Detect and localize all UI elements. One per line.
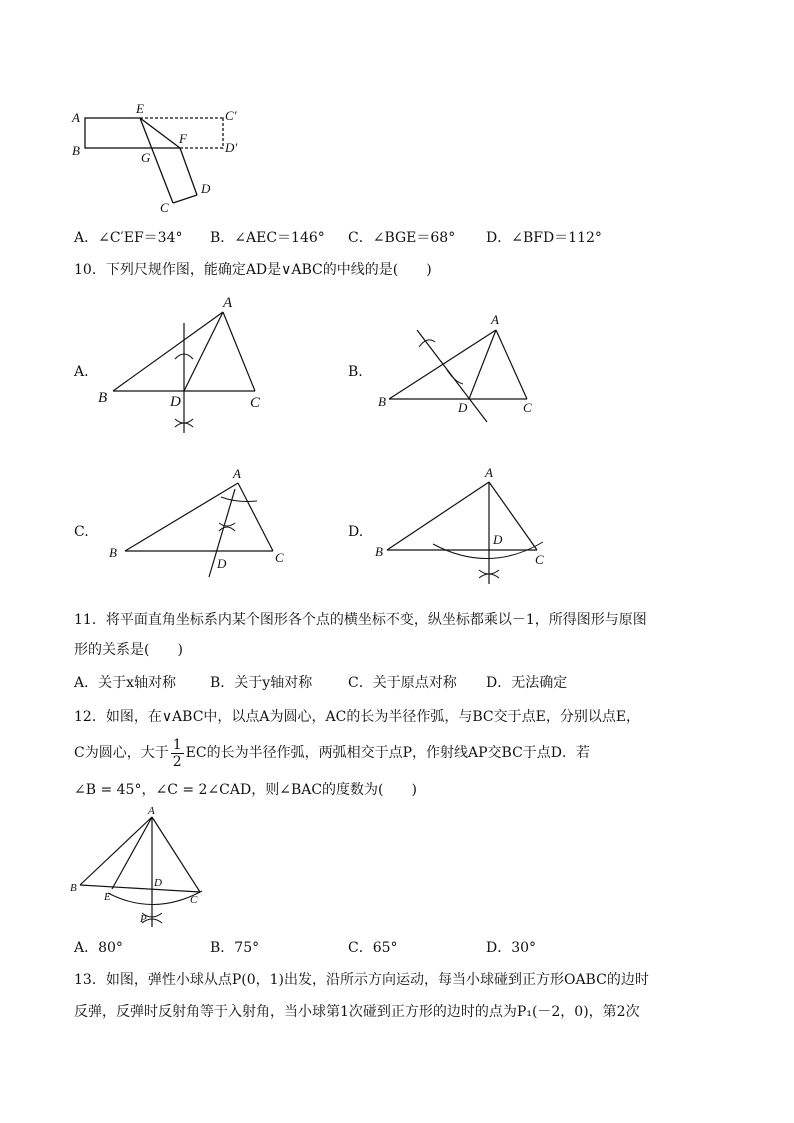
q9-label-e: E xyxy=(136,101,144,116)
q12-stem-line2-pre: C为圆心，大于 xyxy=(74,745,169,761)
q12-fraction xyxy=(171,737,184,770)
q10d-label-d: D xyxy=(493,532,503,547)
q10-option-b[interactable]: B. xyxy=(348,364,363,380)
q12-figure xyxy=(68,805,218,935)
q12-stem-line2-post: EC的长为半径作弧，两弧相交于点P，作射线AP交BC于点D．若 xyxy=(185,745,591,761)
q12-option-a[interactable]: A．80° xyxy=(74,940,123,956)
q10b-label-a: A xyxy=(491,312,499,327)
q12-option-d[interactable]: D．30° xyxy=(486,940,537,956)
q10c-label-a: A xyxy=(233,466,241,481)
q10-figure-a xyxy=(95,295,275,440)
q10c-label-c: C xyxy=(275,550,284,565)
q10-figure-c xyxy=(105,465,295,580)
q11-option-a[interactable]: A．关于x轴对称 xyxy=(74,675,177,691)
q9-rect-abcd xyxy=(85,118,223,148)
q10a-label-a: A xyxy=(223,295,233,311)
q12-frac-num: 1 xyxy=(172,736,182,753)
q9-label-d: D xyxy=(201,181,211,196)
q10-stem: 10．下列尺规作图，能确定AD是∨ABC的中线的是( ) xyxy=(74,262,432,278)
q9-line-dc xyxy=(173,195,197,203)
q12-label-d: D xyxy=(154,877,162,889)
q12-stem-line2 xyxy=(74,735,590,771)
q10a-label-c: C xyxy=(250,395,261,411)
q9-option-d[interactable]: D．∠BFD＝112° xyxy=(486,230,602,246)
q10c-label-b: B xyxy=(109,545,117,560)
q9-label-a: A xyxy=(72,110,80,125)
q10-option-c[interactable]: C. xyxy=(74,524,89,540)
q12-label-a: A xyxy=(148,805,155,817)
q10d-label-c: C xyxy=(535,552,544,567)
q10b-label-c: C xyxy=(523,400,532,415)
q11-stem-line2: 形的关系是( ) xyxy=(74,642,183,658)
q9-option-c[interactable]: C．∠BGE＝68° xyxy=(348,230,456,246)
q9-option-b[interactable]: B．∠AEC＝146° xyxy=(210,230,325,246)
q9-label-g: G xyxy=(141,150,151,165)
q9-option-a[interactable]: A．∠C′EF＝34° xyxy=(74,230,183,246)
q9-line-fd xyxy=(180,148,197,195)
q10c-label-d: D xyxy=(217,556,227,571)
q12-label-c: C xyxy=(190,894,198,906)
q10-option-d[interactable]: D. xyxy=(348,524,364,540)
q12-option-b[interactable]: B．75° xyxy=(210,940,260,956)
q10-option-a[interactable]: A. xyxy=(74,364,89,380)
q11-option-d[interactable]: D．无法确定 xyxy=(486,675,568,691)
q12-label-b: B xyxy=(70,882,77,894)
q10a-label-b: B xyxy=(98,390,108,406)
q10a-label-d: D xyxy=(170,394,181,410)
q9-figure xyxy=(70,100,250,220)
q12-frac-den: 2 xyxy=(172,753,182,770)
q12-label-p: P xyxy=(140,913,147,925)
q10d-label-b: B xyxy=(375,544,383,559)
q12-option-c[interactable]: C．65° xyxy=(348,940,398,956)
q9-label-b: B xyxy=(72,143,80,158)
q12-label-e: E xyxy=(104,891,111,903)
q10b-label-d: D xyxy=(458,400,468,415)
q12-stem-line1: 12．如图，在∨ABC中，以点A为圆心，AC的长为半径作弧，与BC交于点E，分别以点E， xyxy=(74,709,641,725)
q13-stem-line1: 13．如图，弹性小球从点P(0，1)出发，沿所示方向运动，每当小球碰到正方形OABC的边时 xyxy=(74,972,649,988)
q10-figure-b xyxy=(375,312,555,427)
q13-stem-line2: 反弹，反弹时反射角等于入射角，当小球第1次碰到正方形的边时的点为P₁(－2，0)，第2次 xyxy=(74,1004,640,1020)
q10d-label-a: A xyxy=(485,465,493,480)
q9-label-f: F xyxy=(179,131,187,146)
q11-stem-line1: 11．将平面直角坐标系内某个图形各个点的横坐标不变，纵坐标都乘以－1，所得图形与原图 xyxy=(74,612,647,628)
q10b-label-b: B xyxy=(378,394,386,409)
q9-label-c: C xyxy=(160,200,169,215)
q9-label-c-prime: C′ xyxy=(225,108,237,123)
q10-figure-d xyxy=(375,462,555,587)
q9-label-d-prime: D′ xyxy=(225,140,238,155)
q11-option-b[interactable]: B．关于y轴对称 xyxy=(210,675,313,691)
q12-stem-line3: ∠B = 45°，∠C = 2∠CAD，则∠BAC的度数为( ) xyxy=(74,782,417,798)
q11-option-c[interactable]: C．关于原点对称 xyxy=(348,675,457,691)
